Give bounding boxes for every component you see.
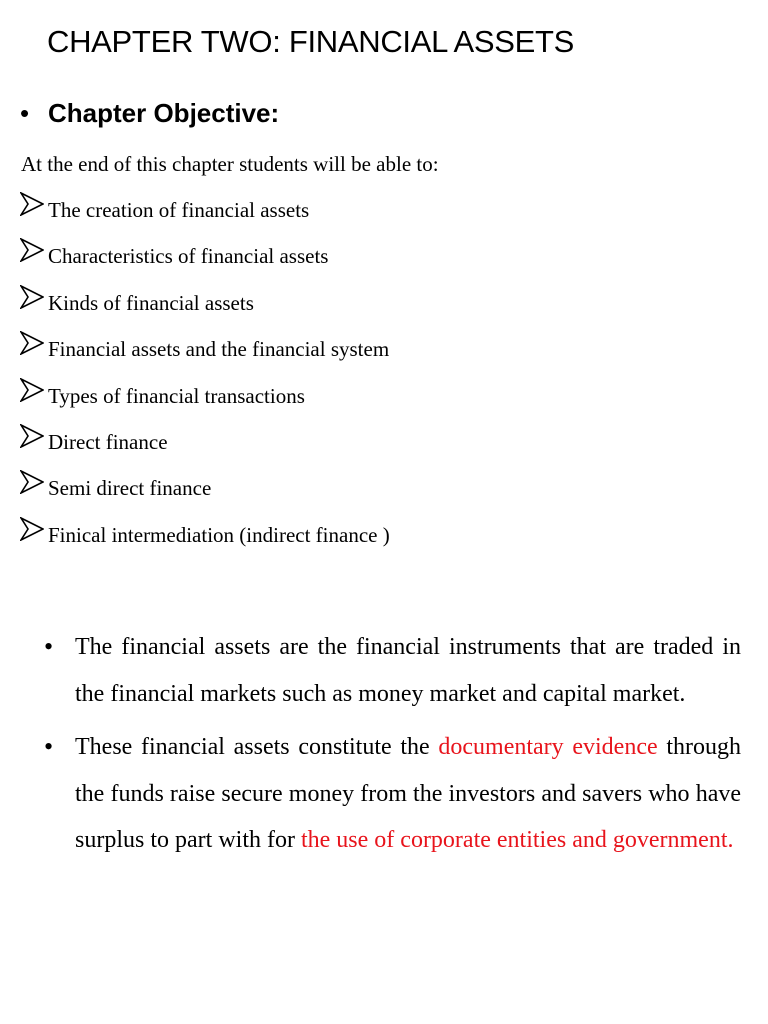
arrow-bullet-icon <box>20 470 48 494</box>
arrow-bullet-icon <box>20 238 48 262</box>
bullet-icon: • <box>20 98 30 128</box>
body-paragraphs <box>44 624 741 871</box>
bullet-icon: • <box>44 732 54 761</box>
list-item <box>20 331 390 377</box>
list-item <box>20 285 390 331</box>
list-item <box>20 238 390 284</box>
arrow-bullet-icon <box>20 331 48 355</box>
highlighted-text: the use of corporate entities and government. <box>300 827 734 853</box>
paragraph-item <box>44 624 741 717</box>
objective-text: Semi direct finance <box>48 476 212 501</box>
list-item <box>20 470 390 516</box>
paragraph-item <box>44 724 741 864</box>
chapter-title: CHAPTER TWO: FINANCIAL ASSETS <box>47 24 575 59</box>
objective-heading: Chapter Objective: <box>48 98 280 128</box>
list-item <box>20 192 390 238</box>
objective-text: Finical intermediation (indirect finance ) <box>48 522 390 547</box>
objective-text: Characteristics of financial assets <box>48 244 329 269</box>
paragraph-documentary-evidence <box>75 724 741 864</box>
bullet-icon: • <box>44 632 54 661</box>
arrow-bullet-icon <box>20 192 48 216</box>
intro-text: At the end of this chapter students will be able to: <box>21 152 439 176</box>
highlighted-text: documentary evidence <box>438 734 658 760</box>
objectives-list <box>20 192 390 563</box>
paragraph-financial-assets-definition: The financial assets are the financial instruments that are traded in the financial markets such as money market and capital market. <box>75 634 741 707</box>
objective-text: Types of financial transactions <box>48 383 305 408</box>
arrow-bullet-icon <box>20 378 48 402</box>
arrow-bullet-icon <box>20 424 48 448</box>
arrow-bullet-icon <box>20 517 48 541</box>
arrow-bullet-icon <box>20 285 48 309</box>
objective-text: Kinds of financial assets <box>48 290 254 315</box>
objective-text: The creation of financial assets <box>48 198 310 222</box>
paragraph-text: These financial assets constitute the <box>75 734 439 760</box>
list-item <box>20 517 390 563</box>
objective-text: Direct finance <box>48 429 168 454</box>
list-item <box>20 424 390 470</box>
list-item <box>20 378 390 424</box>
objective-text: Financial assets and the financial system <box>48 337 390 362</box>
paragraph-text: through the funds raise secure money from the investors and savers who have surplus to part with for <box>75 734 741 853</box>
objective-heading-row <box>20 98 279 129</box>
